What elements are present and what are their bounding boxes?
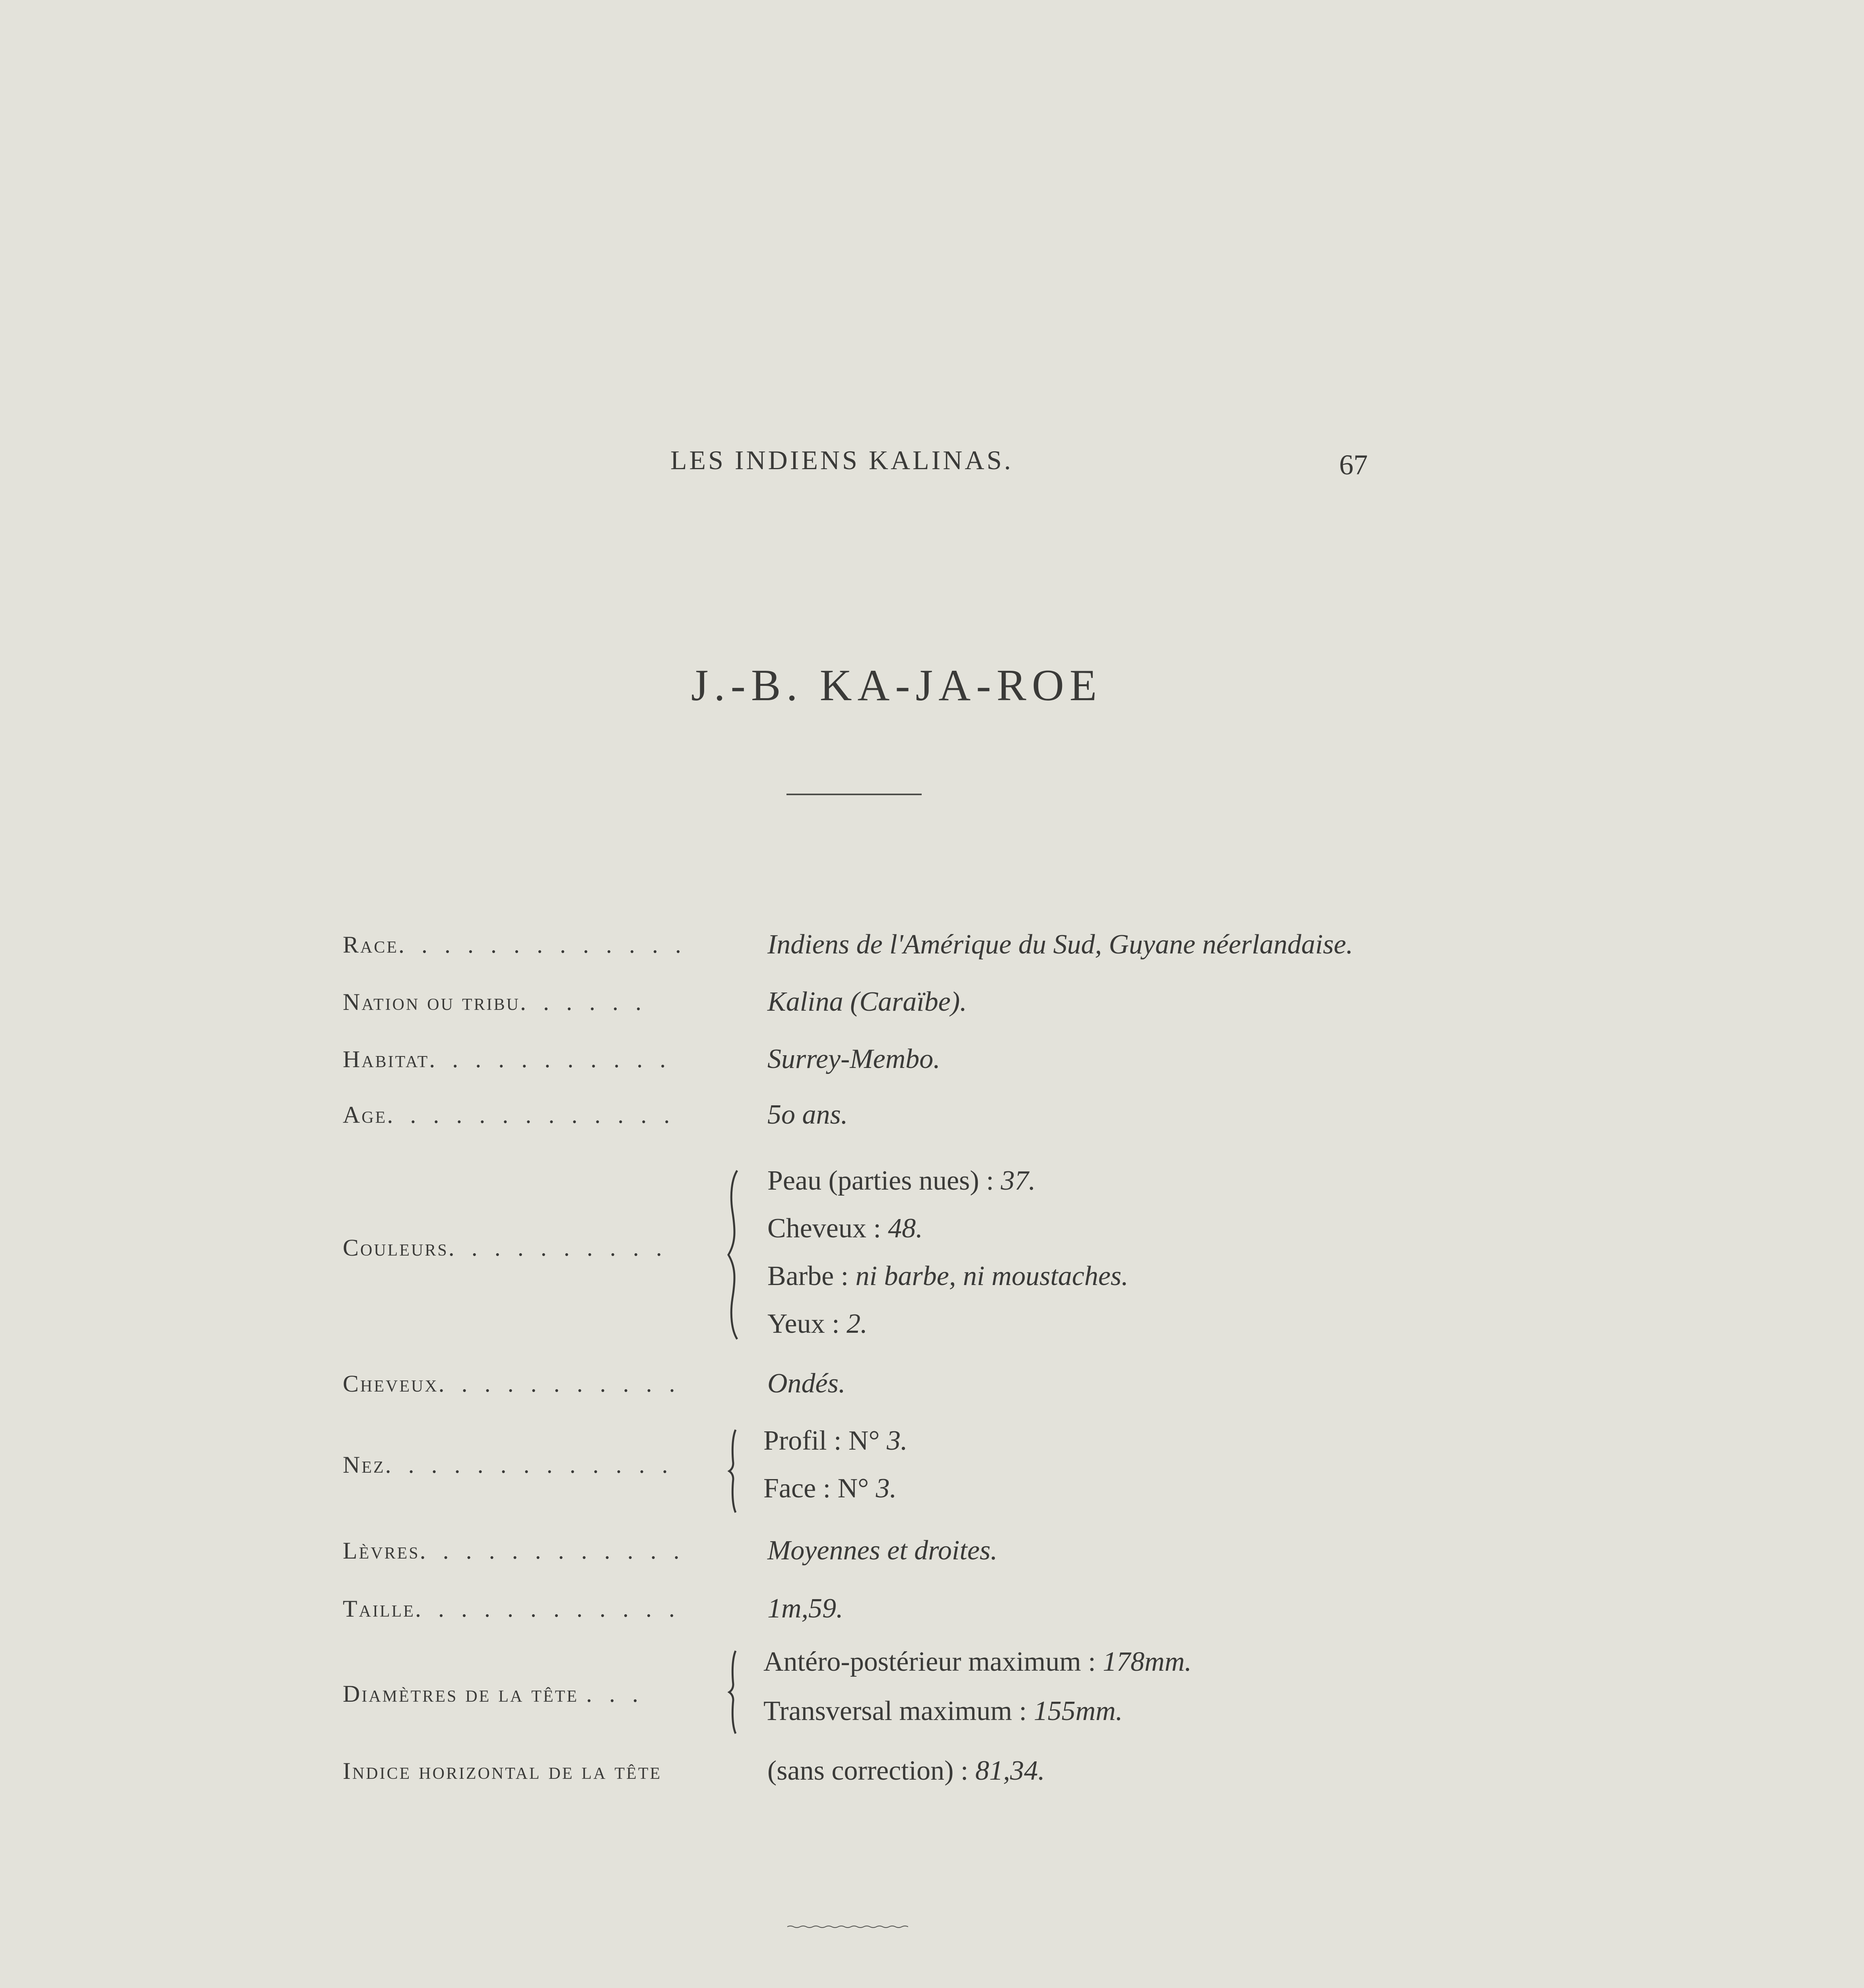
habitat-label: Habitat. . . . . . . . . . . (343, 1046, 672, 1072)
couleurs-label: Couleurs. . . . . . . . . . (343, 1235, 668, 1261)
running-header: LES INDIENS KALINAS. (670, 445, 1014, 475)
diametres-antero: Antéro-postérieur maximum : 178mm. (763, 1646, 1192, 1677)
indice-label: Indice horizontal de la tête (343, 1758, 662, 1784)
age-label: Age. . . . . . . . . . . . . (343, 1102, 676, 1128)
nez-brace (720, 1427, 744, 1515)
levres-value: Moyennes et droites. (767, 1535, 998, 1566)
race-value: Indiens de l'Amérique du Sud, Guyane néerlandaise. (767, 929, 1353, 960)
diametres-brace (720, 1648, 744, 1736)
page-number: 67 (1339, 449, 1368, 481)
indice-value: (sans correction) : 81,34. (767, 1755, 1045, 1786)
nez-label: Nez. . . . . . . . . . . . . (343, 1452, 674, 1478)
couleurs-brace (720, 1167, 744, 1342)
taille-label: Taille. . . . . . . . . . . . (343, 1596, 680, 1622)
couleurs-peau: Peau (parties nues) : 37. (767, 1165, 1036, 1196)
page-title: J.-B. KA-JA-ROE (691, 661, 1103, 710)
title-divider (786, 794, 922, 795)
diametres-transversal: Transversal maximum : 155mm. (763, 1696, 1123, 1726)
nez-face: Face : N° 3. (763, 1473, 897, 1504)
cheveux-label: Cheveux. . . . . . . . . . . (343, 1371, 681, 1397)
levres-label: Lèvres. . . . . . . . . . . . (343, 1538, 685, 1564)
nez-profil: Profil : N° 3. (763, 1425, 908, 1456)
cheveux-value: Ondés. (767, 1368, 846, 1399)
nation-label: Nation ou tribu. . . . . . (343, 989, 647, 1015)
race-label: Race. . . . . . . . . . . . . (343, 932, 687, 958)
habitat-value: Surrey-Membo. (767, 1044, 940, 1074)
couleurs-yeux: Yeux : 2. (767, 1309, 868, 1339)
age-value: 5o ans. (767, 1099, 848, 1130)
taille-value: 1m,59. (767, 1593, 843, 1624)
diametres-label: Diamètres de la tête . . . (343, 1681, 644, 1707)
couleurs-barbe: Barbe : ni barbe, ni moustaches. (767, 1261, 1128, 1291)
nation-value: Kalina (Caraïbe). (767, 986, 967, 1017)
couleurs-cheveux: Cheveux : 48. (767, 1213, 923, 1244)
closing-ornament-rule (787, 1925, 908, 1928)
